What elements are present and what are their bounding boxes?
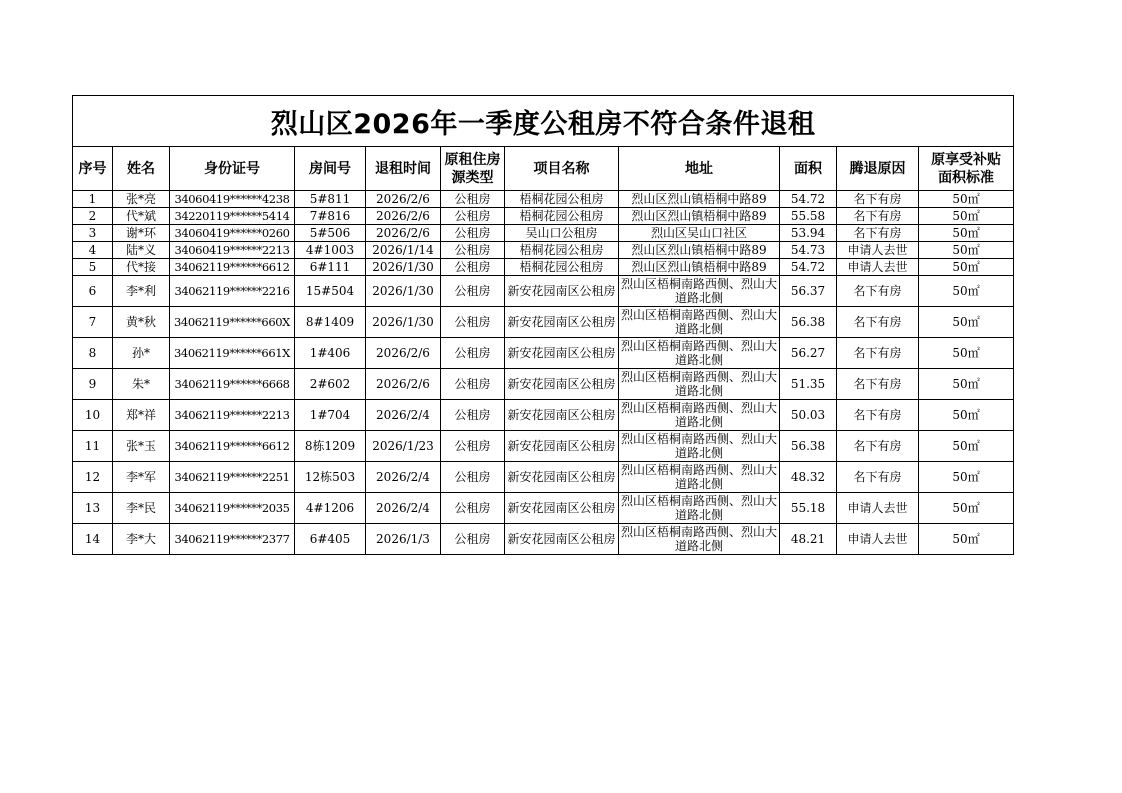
cell-id: 34062119******2213: [170, 400, 295, 431]
cell-seq: 6: [73, 276, 113, 307]
header-address: 地址: [619, 147, 780, 191]
cell-address: 烈山区烈山镇梧桐中路89: [619, 191, 780, 208]
cell-reason: 名下有房: [837, 462, 919, 493]
table-row: [73, 338, 1014, 369]
cell-date: 2026/1/30: [366, 276, 441, 307]
cell-housing-type: 公租房: [441, 462, 505, 493]
cell-room: 4#1206: [295, 493, 366, 524]
table-row: [73, 208, 1014, 225]
cell-name: 谢*环: [113, 225, 170, 242]
cell-id: 34062119******6612: [170, 431, 295, 462]
cell-project: 梧桐花园公租房: [505, 242, 619, 259]
cell-area: 53.94: [780, 225, 837, 242]
cell-address: 烈山区梧桐南路西侧、烈山大道路北侧: [619, 400, 780, 431]
cell-subsidy-standard: 50㎡: [919, 338, 1014, 369]
cell-project: 新安花园南区公租房: [505, 369, 619, 400]
cell-housing-type: 公租房: [441, 369, 505, 400]
cell-room: 12栋503: [295, 462, 366, 493]
cell-subsidy-standard: 50㎡: [919, 400, 1014, 431]
table-row: [73, 524, 1014, 555]
cell-area: 56.37: [780, 276, 837, 307]
cell-name: 朱*: [113, 369, 170, 400]
table-row: [73, 191, 1014, 208]
cell-seq: 11: [73, 431, 113, 462]
cell-area: 56.27: [780, 338, 837, 369]
cell-area: 55.58: [780, 208, 837, 225]
cell-area: 50.03: [780, 400, 837, 431]
cell-reason: 名下有房: [837, 276, 919, 307]
cell-date: 2026/2/6: [366, 208, 441, 225]
cell-date: 2026/2/6: [366, 225, 441, 242]
cell-room: 6#111: [295, 259, 366, 276]
cell-date: 2026/2/4: [366, 462, 441, 493]
cell-housing-type: 公租房: [441, 191, 505, 208]
cell-id: 34062119******2251: [170, 462, 295, 493]
cell-subsidy-standard: 50㎡: [919, 276, 1014, 307]
cell-name: 代*斌: [113, 208, 170, 225]
cell-housing-type: 公租房: [441, 259, 505, 276]
header-id: 身份证号: [170, 147, 295, 191]
header-subsidy-standard-line2: 面积标准: [938, 169, 995, 186]
cell-date: 2026/1/30: [366, 259, 441, 276]
cell-housing-type: 公租房: [441, 493, 505, 524]
cell-reason: 名下有房: [837, 191, 919, 208]
cell-seq: 2: [73, 208, 113, 225]
cell-room: 6#405: [295, 524, 366, 555]
cell-room: 8栋1209: [295, 431, 366, 462]
cell-room: 2#602: [295, 369, 366, 400]
cell-name: 李*民: [113, 493, 170, 524]
cell-area: 48.21: [780, 524, 837, 555]
cell-room: 5#811: [295, 191, 366, 208]
cell-area: 56.38: [780, 307, 837, 338]
cell-area: 54.72: [780, 259, 837, 276]
cell-project: 新安花园南区公租房: [505, 338, 619, 369]
cell-seq: 3: [73, 225, 113, 242]
cell-subsidy-standard: 50㎡: [919, 462, 1014, 493]
header-date: 退租时间: [366, 147, 441, 191]
table-row: [73, 307, 1014, 338]
cell-project: 吴山口公租房: [505, 225, 619, 242]
cell-name: 李*军: [113, 462, 170, 493]
cell-subsidy-standard: 50㎡: [919, 208, 1014, 225]
cell-id: 34060419******4238: [170, 191, 295, 208]
cell-subsidy-standard: 50㎡: [919, 369, 1014, 400]
cell-address: 烈山区梧桐南路西侧、烈山大道路北侧: [619, 524, 780, 555]
table-row: [73, 259, 1014, 276]
cell-room: 8#1409: [295, 307, 366, 338]
cell-date: 2026/2/4: [366, 400, 441, 431]
header-subsidy-standard-line1: 原享受补贴: [931, 151, 1002, 168]
cell-id: 34062119******2035: [170, 493, 295, 524]
cell-seq: 5: [73, 259, 113, 276]
cell-address: 烈山区梧桐南路西侧、烈山大道路北侧: [619, 493, 780, 524]
cell-reason: 名下有房: [837, 307, 919, 338]
header-seq: 序号: [73, 147, 113, 191]
document-title: 烈山区2026年一季度公租房不符合条件退租: [73, 96, 1014, 147]
table-row: [73, 493, 1014, 524]
cell-date: 2026/2/6: [366, 191, 441, 208]
cell-subsidy-standard: 50㎡: [919, 307, 1014, 338]
cell-address: 烈山区梧桐南路西侧、烈山大道路北侧: [619, 369, 780, 400]
cell-address: 烈山区梧桐南路西侧、烈山大道路北侧: [619, 276, 780, 307]
cell-housing-type: 公租房: [441, 307, 505, 338]
cell-reason: 名下有房: [837, 400, 919, 431]
cell-date: 2026/1/23: [366, 431, 441, 462]
cell-reason: 名下有房: [837, 338, 919, 369]
cell-project: 梧桐花园公租房: [505, 259, 619, 276]
cell-project: 新安花园南区公租房: [505, 431, 619, 462]
table-row: [73, 369, 1014, 400]
cell-housing-type: 公租房: [441, 524, 505, 555]
cell-project: 梧桐花园公租房: [505, 191, 619, 208]
cell-room: 7#816: [295, 208, 366, 225]
cell-id: 34062119******2377: [170, 524, 295, 555]
cell-reason: 申请人去世: [837, 259, 919, 276]
cell-address: 烈山区烈山镇梧桐中路89: [619, 259, 780, 276]
cell-address: 烈山区梧桐南路西侧、烈山大道路北侧: [619, 307, 780, 338]
cell-room: 1#406: [295, 338, 366, 369]
cell-id: 34060419******0260: [170, 225, 295, 242]
header-project: 项目名称: [505, 147, 619, 191]
cell-project: 新安花园南区公租房: [505, 524, 619, 555]
cell-housing-type: 公租房: [441, 400, 505, 431]
cell-area: 54.73: [780, 242, 837, 259]
table-row: [73, 242, 1014, 259]
cell-address: 烈山区烈山镇梧桐中路89: [619, 242, 780, 259]
cell-date: 2026/1/14: [366, 242, 441, 259]
header-room: 房间号: [295, 147, 366, 191]
header-housing-type: [441, 147, 505, 191]
header-subsidy-standard: [919, 147, 1014, 191]
cell-date: 2026/2/6: [366, 369, 441, 400]
cell-housing-type: 公租房: [441, 431, 505, 462]
cell-seq: 12: [73, 462, 113, 493]
header-name: 姓名: [113, 147, 170, 191]
cell-address: 烈山区梧桐南路西侧、烈山大道路北侧: [619, 431, 780, 462]
cell-name: 黄*秋: [113, 307, 170, 338]
cell-project: 新安花园南区公租房: [505, 276, 619, 307]
cell-reason: 申请人去世: [837, 493, 919, 524]
table-row: [73, 462, 1014, 493]
cell-reason: 名下有房: [837, 208, 919, 225]
cell-address: 烈山区梧桐南路西侧、烈山大道路北侧: [619, 338, 780, 369]
table-row: [73, 431, 1014, 462]
cell-project: 新安花园南区公租房: [505, 493, 619, 524]
cell-reason: 申请人去世: [837, 242, 919, 259]
header-housing-type-line2: 源类型: [451, 169, 494, 186]
table-row: [73, 225, 1014, 242]
cell-reason: 申请人去世: [837, 524, 919, 555]
cell-housing-type: 公租房: [441, 242, 505, 259]
cell-seq: 9: [73, 369, 113, 400]
cell-seq: 13: [73, 493, 113, 524]
cell-seq: 8: [73, 338, 113, 369]
cell-subsidy-standard: 50㎡: [919, 259, 1014, 276]
cell-room: 1#704: [295, 400, 366, 431]
cell-housing-type: 公租房: [441, 208, 505, 225]
cell-room: 4#1003: [295, 242, 366, 259]
cell-seq: 10: [73, 400, 113, 431]
cell-reason: 名下有房: [837, 369, 919, 400]
cell-address: 烈山区吴山口社区: [619, 225, 780, 242]
cell-room: 15#504: [295, 276, 366, 307]
cell-reason: 名下有房: [837, 225, 919, 242]
cell-subsidy-standard: 50㎡: [919, 225, 1014, 242]
header-row: [73, 147, 1014, 191]
cell-project: 梧桐花园公租房: [505, 208, 619, 225]
cell-reason: 名下有房: [837, 431, 919, 462]
cell-date: 2026/2/6: [366, 338, 441, 369]
cell-name: 张*亮: [113, 191, 170, 208]
cell-seq: 4: [73, 242, 113, 259]
cell-address: 烈山区烈山镇梧桐中路89: [619, 208, 780, 225]
cell-project: 新安花园南区公租房: [505, 400, 619, 431]
cell-id: 34062119******660X: [170, 307, 295, 338]
cell-name: 李*大: [113, 524, 170, 555]
table-row: [73, 276, 1014, 307]
cell-subsidy-standard: 50㎡: [919, 524, 1014, 555]
cell-housing-type: 公租房: [441, 338, 505, 369]
cell-subsidy-standard: 50㎡: [919, 431, 1014, 462]
cell-id: 34220119******5414: [170, 208, 295, 225]
cell-project: 新安花园南区公租房: [505, 462, 619, 493]
cell-room: 5#506: [295, 225, 366, 242]
cell-area: 54.72: [780, 191, 837, 208]
cell-area: 48.32: [780, 462, 837, 493]
cell-name: 郑*祥: [113, 400, 170, 431]
cell-subsidy-standard: 50㎡: [919, 242, 1014, 259]
cell-date: 2026/1/3: [366, 524, 441, 555]
cell-subsidy-standard: 50㎡: [919, 493, 1014, 524]
cell-id: 34062119******661X: [170, 338, 295, 369]
header-reason: 腾退原因: [837, 147, 919, 191]
cell-area: 56.38: [780, 431, 837, 462]
header-housing-type-line1: 原租住房: [444, 151, 501, 168]
cell-name: 张*玉: [113, 431, 170, 462]
cell-area: 55.18: [780, 493, 837, 524]
cell-area: 51.35: [780, 369, 837, 400]
cell-name: 代*接: [113, 259, 170, 276]
cell-id: 34062119******6612: [170, 259, 295, 276]
cell-name: 陆*义: [113, 242, 170, 259]
cell-address: 烈山区梧桐南路西侧、烈山大道路北侧: [619, 462, 780, 493]
cell-seq: 14: [73, 524, 113, 555]
cell-name: 李*利: [113, 276, 170, 307]
tenancy-withdrawal-table: [72, 95, 1014, 555]
cell-id: 34062119******6668: [170, 369, 295, 400]
cell-seq: 7: [73, 307, 113, 338]
table-row: [73, 400, 1014, 431]
header-area: 面积: [780, 147, 837, 191]
cell-date: 2026/1/30: [366, 307, 441, 338]
cell-subsidy-standard: 50㎡: [919, 191, 1014, 208]
cell-id: 34062119******2216: [170, 276, 295, 307]
cell-housing-type: 公租房: [441, 225, 505, 242]
cell-housing-type: 公租房: [441, 276, 505, 307]
cell-name: 孙*: [113, 338, 170, 369]
cell-seq: 1: [73, 191, 113, 208]
cell-id: 34060419******2213: [170, 242, 295, 259]
cell-date: 2026/2/4: [366, 493, 441, 524]
cell-project: 新安花园南区公租房: [505, 307, 619, 338]
